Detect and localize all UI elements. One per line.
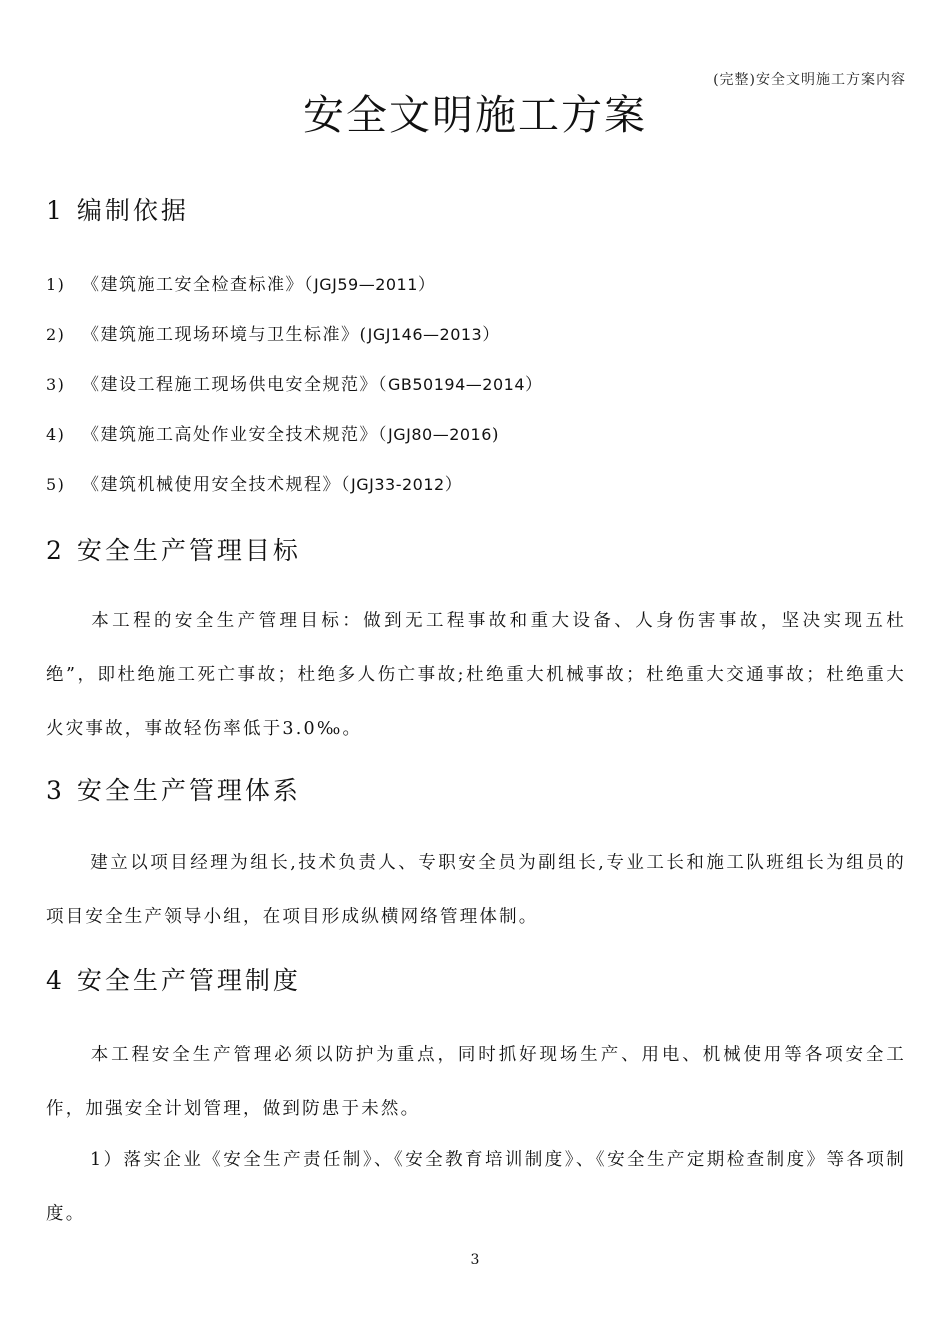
- reference-close: ): [491, 425, 501, 445]
- reference-close: ）: [482, 325, 501, 345]
- reference-close: ）: [417, 275, 437, 295]
- reference-code: JGJ33-2012: [351, 475, 445, 494]
- section-number: 1: [46, 196, 65, 225]
- reference-index: 2): [46, 325, 66, 344]
- section-heading-2: [46, 531, 301, 567]
- section-title: 安全生产管理目标: [76, 536, 301, 565]
- reference-item: [46, 270, 544, 320]
- paragraph-rules: [46, 1028, 906, 1136]
- section-heading-3: [46, 771, 301, 807]
- reference-index: 1): [46, 275, 66, 294]
- paragraph-goal: [46, 594, 906, 756]
- paragraph-system: [46, 836, 906, 944]
- reference-title: 《建筑施工高处作业安全技术规范》（: [82, 425, 388, 445]
- section-number: 4: [46, 966, 65, 995]
- reference-title: 《建筑施工现场环境与卫生标准》(: [82, 325, 368, 345]
- reference-close: ）: [525, 375, 544, 395]
- reference-item: [46, 420, 544, 470]
- reference-item: [46, 320, 544, 370]
- reference-close: ）: [444, 475, 464, 495]
- reference-code: JGJ59—2011: [314, 275, 418, 294]
- paragraph-rules-item-1: [46, 1133, 906, 1241]
- section-heading-4: [46, 961, 301, 997]
- section-title: 编制依据: [76, 196, 189, 225]
- paragraph-text: 本工程安全生产管理必须以防护为重点，同时抓好现场生产、用电、机械使用等各项安全工作，加强安全计划管理，做到防患于未然。: [46, 1045, 906, 1119]
- reference-title: 《建筑施工安全检查标准》（: [82, 275, 314, 295]
- page-number: 3: [470, 1252, 480, 1268]
- reference-item: [46, 470, 544, 520]
- header-note: (完整)安全文明施工方案内容: [713, 72, 906, 88]
- paragraph-text: 本工程的安全生产管理目标：做到无工程事故和重大设备、人身伤害事故，坚决实现五杜绝”，即杜绝施工死亡事故；杜绝多人伤亡事故;杜绝重大机械事故；杜绝重大交通事故；杜绝重大火灾事故，事故轻伤率低于3.0‰。: [46, 611, 906, 739]
- reference-title: 《建筑机械使用安全技术规程》（: [82, 475, 351, 495]
- section-title: 安全生产管理体系: [76, 776, 301, 805]
- section-number: 3: [46, 776, 65, 805]
- reference-code: GB50194—2014: [388, 375, 525, 394]
- reference-index: 5): [46, 475, 66, 494]
- reference-index: 4): [46, 425, 66, 444]
- section-number: 2: [46, 536, 65, 565]
- reference-code: JGJ80—2016: [388, 425, 492, 444]
- reference-index: 3): [46, 375, 66, 394]
- section-heading-1: [46, 191, 189, 227]
- reference-title: 《建设工程施工现场供电安全规范》（: [82, 375, 388, 395]
- document-title: 安全文明施工方案: [303, 91, 647, 139]
- reference-code: JGJ146—2013: [367, 325, 483, 344]
- reference-list: [46, 270, 544, 520]
- paragraph-text: 建立以项目经理为组长,技术负责人、专职安全员为副组长,专业工长和施工队班组长为组员的项目安全生产领导小组，在项目形成纵横网络管理体制。: [46, 853, 906, 927]
- section-title: 安全生产管理制度: [76, 966, 301, 995]
- reference-item: [46, 370, 544, 420]
- paragraph-text: 1）落实企业《安全生产责任制》、《安全教育培训制度》、《安全生产定期检查制度》等各项制度。: [46, 1150, 906, 1224]
